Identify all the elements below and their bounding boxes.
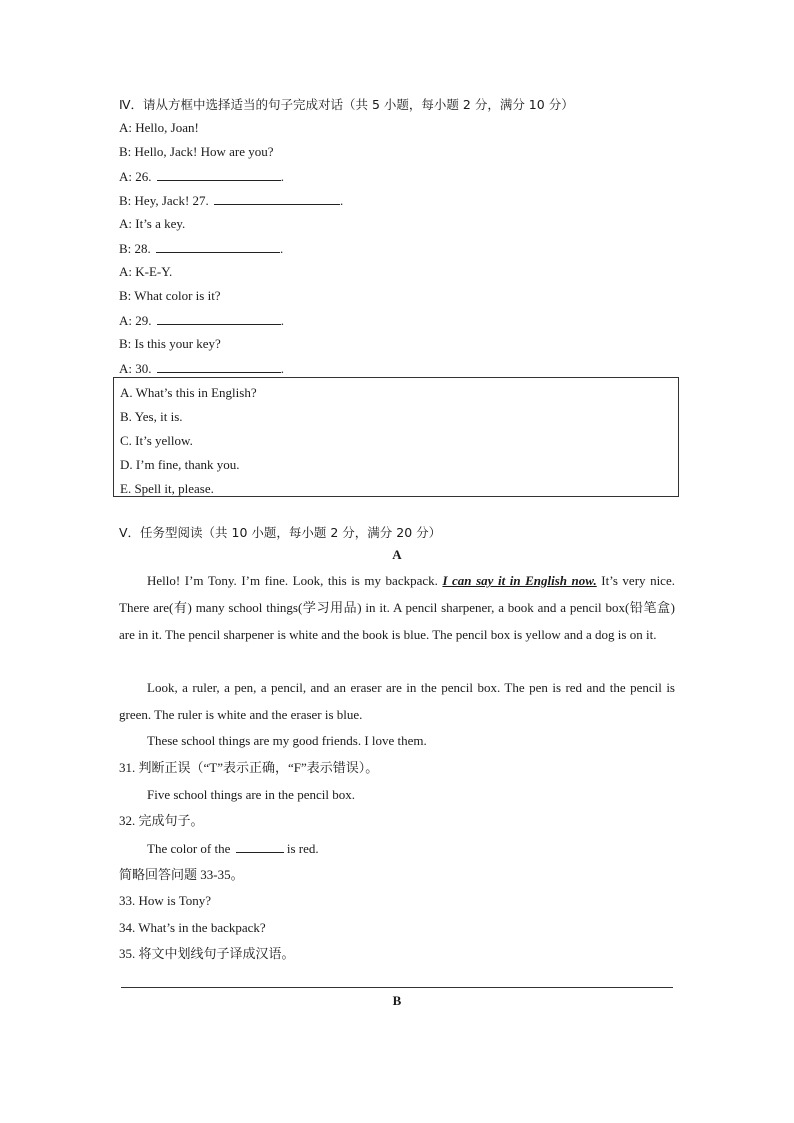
option-b: B. Yes, it is.: [120, 409, 183, 424]
question-32-label: 32. 完成句子。: [119, 813, 204, 828]
option-e: E. Spell it, please.: [120, 481, 214, 496]
passage-a-paragraph-1: Hello! I’m Tony. I’m fine. Look, this is my backpack. I can say it in English now. It’s very nice. There are(有) many school things(学习用品) in it. A pencil sharpener, a book and a pencil box(铅笔盒) are in it. The pencil sharpener is white and the book is blue. The pencil box is yellow and a dog is on it.: [119, 573, 675, 642]
dialogue-line-8: B: What color is it?: [119, 288, 221, 303]
question-34: 34. What’s in the backpack?: [119, 920, 266, 935]
passage-a-paragraph-3: These school things are my good friends. I love them.: [147, 733, 427, 748]
answer-blank-27[interactable]: [214, 192, 340, 205]
question-31-statement: Five school things are in the pencil box.: [147, 787, 355, 802]
divider-line: [121, 987, 673, 988]
passage-a-paragraph-2: Look, a ruler, a pen, a pencil, and an eraser are in the pencil box. The pen is red and the pencil is green. The ruler is white and the eraser is blue.: [119, 680, 675, 722]
question-35: 35. 将文中划线句子译成汉语。: [119, 946, 295, 961]
options-box: [113, 377, 679, 497]
section-4-title: Ⅳ．请从方框中选择适当的句子完成对话（共 5 小题，每小题 2 分，满分 10 分）: [119, 97, 574, 112]
passage-a-heading: A: [392, 547, 402, 562]
dialogue-line-2: B: Hello, Jack! How are you?: [119, 144, 274, 159]
question-31-label: 31. 判断正误（“T”表示正确，“F”表示错误）。: [119, 760, 379, 775]
answer-blank-26[interactable]: [157, 168, 281, 181]
short-answer-label: 简略回答问题 33-35。: [119, 867, 244, 882]
answer-blank-30[interactable]: [157, 360, 281, 373]
section-5-title: Ⅴ．任务型阅读（共 10 小题，每小题 2 分，满分 20 分）: [119, 525, 442, 540]
answer-blank-32[interactable]: [236, 840, 284, 853]
dialogue-line-6: B: 28. .: [119, 241, 284, 256]
dialogue-line-11: A: 30. .: [119, 361, 284, 376]
dialogue-line-7: A: K-E-Y.: [119, 264, 173, 279]
option-d: D. I’m fine, thank you.: [120, 457, 240, 472]
option-a: A. What’s this in English?: [120, 385, 257, 400]
dialogue-line-4: B: Hey, Jack! 27. .: [119, 193, 344, 208]
dialogue-line-1: A: Hello, Joan!: [119, 120, 199, 135]
option-c: C. It’s yellow.: [120, 433, 193, 448]
question-32-sentence: The color of the is red.: [147, 841, 319, 856]
dialogue-line-3: A: 26. .: [119, 169, 284, 184]
answer-blank-28[interactable]: [156, 240, 280, 253]
dialogue-line-5: A: It’s a key.: [119, 216, 186, 231]
dialogue-line-9: A: 29. .: [119, 313, 284, 328]
answer-blank-29[interactable]: [157, 312, 281, 325]
dialogue-line-10: B: Is this your key?: [119, 336, 221, 351]
passage-b-heading: B: [392, 993, 402, 1008]
question-33: 33. How is Tony?: [119, 893, 212, 908]
underlined-sentence: I can say it in English now.: [442, 573, 597, 588]
